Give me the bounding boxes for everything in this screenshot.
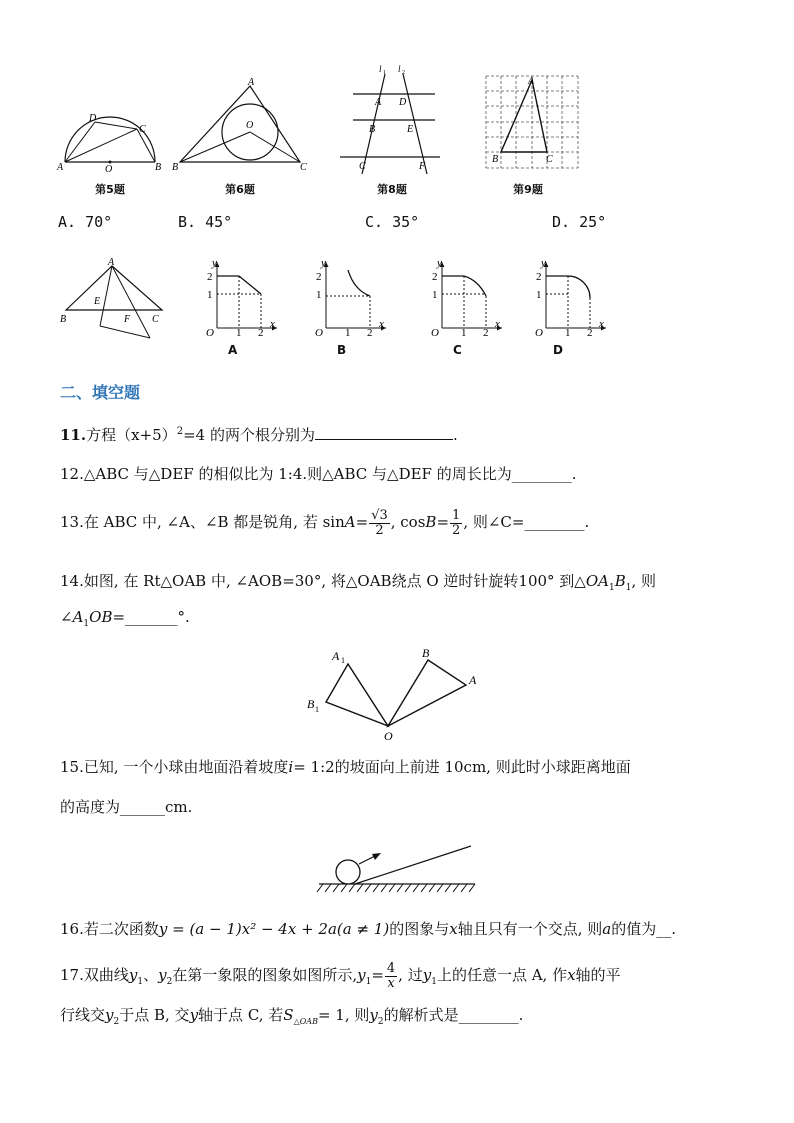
q17-y1b: y [357,966,366,984]
label-E: E [94,296,101,307]
tick-1: 1 [207,289,213,301]
question-13 [60,505,589,539]
q17-s1b: 1 [365,977,372,987]
question-15-line-1 [60,756,631,778]
tick-x-2: 2 [258,327,264,336]
q16-post3: 的值为__. [611,920,676,938]
figure-9 [484,74,580,170]
label-l1-sub: 1 [383,70,386,76]
q11-sup: 2 [176,426,184,437]
q13-A: A [344,513,356,531]
q17-l1d: 上的任意一点 A, 作 [436,966,568,984]
q17-S: S [283,1006,294,1024]
label-B: B [492,154,499,165]
label-C: C [139,124,146,135]
q17-Seq: = 1 [317,1006,345,1024]
label-O: O [105,164,113,172]
tick-x-2: 2 [483,327,489,336]
question-11 [60,421,458,446]
q13-den2: 2 [452,522,461,538]
origin-label: O [315,327,323,336]
figure-5 [55,100,165,172]
q15-i: i [288,758,294,776]
q15-line1a: 15.已知, 一个小球由地面沿着坡度 [60,758,289,776]
q17-y2b: y [105,1006,114,1024]
label-B: B [369,124,376,135]
option-b: B. 45° [178,213,233,231]
q14-sub1: 1 [608,583,615,593]
label-O: O [384,729,393,743]
caption-fig8: 第8题 [377,183,407,196]
q16-pre: 16.若二次函数 [60,920,159,938]
tick-x-1: 1 [461,327,467,336]
question-17-line-2 [60,1004,523,1033]
q17-frac-4-over-x [385,962,397,991]
label-B1-sub: 1 [315,705,319,714]
q17-s2b: 2 [113,1017,120,1027]
figure-14 [300,640,490,744]
question-12: 12.△ABC 与△DEF 的相似比为 1:4.则△ABC 与△DEF 的周长比为________. [60,465,577,483]
section-title: 二、填空题 [60,383,141,402]
question-14-line-1 [60,570,656,599]
question-14-line-2 [60,606,190,635]
label-D: D [89,113,97,124]
graph-b [312,256,390,336]
tick-2: 2 [432,271,438,283]
q14-oa: OA [585,572,609,590]
q14-a2: A [72,608,84,626]
q17-l2d: , 则 [344,1006,370,1024]
label-C: C [300,162,307,173]
q17-s1c: 1 [431,977,437,987]
figure-triangles [58,256,170,342]
q15-line1b: 的坡面向上前进 10cm, 则此时小球距离地面 [334,758,631,776]
origin-label: O [535,327,543,336]
y-axis-label: y [541,257,546,269]
figure-6 [170,74,310,174]
label-A: A [248,77,255,88]
label-A: A [469,673,477,687]
q13-den1: 2 [375,522,384,538]
q14-ob: OB [89,608,113,626]
graph-label-d: D [553,343,563,357]
q13-pre: 13.在 ABC 中, ∠A、∠B 都是锐角, 若 sin [60,513,345,531]
q16-a: a [602,920,612,938]
q13-eq2: = [436,513,450,531]
tick-x-1: 1 [565,327,571,336]
q16-x: x [449,920,458,938]
q11-text: 方程（x+5） [86,426,177,444]
q17-l1e: 轴的平 [575,966,621,984]
label-l1: l [379,64,382,74]
x-axis-label: x [270,318,275,330]
label-C: C [546,154,553,165]
q17-l1a: 17.双曲线 [60,966,129,984]
tick-2: 2 [207,271,213,283]
figure-15 [315,842,477,894]
label-F: F [419,161,426,172]
q17-den: x [387,975,395,991]
q11-end: . [452,426,458,444]
graph-label-a: A [228,343,238,357]
q15-ratio: = 1:2 [293,758,335,776]
q17-num: 4 [386,960,396,976]
q17-l2a: 行线交 [60,1006,106,1024]
q14-tail: , 则 [631,572,657,590]
q13-num1: √3 [371,507,388,523]
q17-s2: 2 [166,977,173,987]
label-A1: A [332,649,340,663]
q17-y2: y [158,966,167,984]
tick-x-2: 2 [367,327,373,336]
q11-rest: =4 的两个根分别为 [183,426,315,444]
q11-blank[interactable] [315,425,453,440]
tick-1: 1 [536,289,542,301]
q17-l2e: 的解析式是________. [383,1006,524,1024]
q17-y1c: y [422,966,432,984]
q17-y2c: y [369,1006,378,1024]
label-F: F [124,314,131,325]
tick-x-1: 1 [345,327,351,336]
q17-l2b: 于点 B, 交 [119,1006,190,1024]
label-O: O [246,120,254,131]
y-axis-label: y [437,257,442,269]
graph-label-b: B [337,343,347,357]
tick-1: 1 [316,289,322,301]
label-l2-sub: 2 [402,70,405,76]
q14-sub2: 1 [625,583,632,593]
label-A: A [108,257,115,268]
q16-post2: 轴且只有一个交点, 则 [457,920,603,938]
tick-2: 2 [536,271,542,283]
label-C: C [152,314,159,325]
q17-s1: 1 [137,977,144,987]
graph-a [203,256,281,336]
q14-angle: ∠ [60,608,73,626]
question-15-line-2: 的高度为______cm. [60,798,193,816]
x-axis-label: x [599,318,604,330]
q16-formula: y = (a − 1)x² − 4x + 2a(a ≠ 1) [158,920,390,938]
option-d: D. 25° [552,213,607,231]
label-B: B [422,646,430,660]
tick-1: 1 [432,289,438,301]
q17-l1b: 在第一象限的图象如图所示, [172,966,358,984]
q17-y1: y [128,966,138,984]
q17-l2c: 轴于点 C, 若 [198,1006,284,1024]
q17-sep: 、 [143,966,159,984]
q14-sub3: 1 [83,619,90,629]
q16-post: 的图象与 [389,920,450,938]
q14-b: B [614,572,626,590]
option-c: C. 35° [365,213,420,231]
q17-y: y [189,1006,199,1024]
tick-x-1: 1 [236,327,242,336]
label-A: A [375,97,382,108]
option-a: A. 70° [58,213,113,231]
graph-c [428,256,506,336]
x-axis-label: x [379,318,384,330]
label-D: D [399,97,407,108]
q11-number: 11. [60,426,87,444]
figure-8 [335,62,445,174]
label-B: B [155,162,162,172]
label-A: A [528,76,535,87]
q17-l1c: , 过 [398,966,423,984]
q13-post: , 则∠C=________. [463,513,590,531]
origin-label: O [431,327,439,336]
caption-fig9: 第9题 [513,183,543,196]
tick-x-2: 2 [587,327,593,336]
question-17-line-1 [60,958,621,999]
q14-line2b: =_______°. [112,608,190,626]
y-axis-label: y [212,257,217,269]
q13-frac-1-over-2 [450,509,462,538]
q17-Ssub: △OAB [293,1017,318,1026]
q13-frac-sqrt3-over-2 [369,509,390,538]
label-E: E [407,124,414,135]
q13-eq: = [355,513,369,531]
question-16 [60,918,676,940]
label-B1: B [307,697,315,711]
caption-fig5: 第5题 [95,183,125,196]
origin-label: O [206,327,214,336]
q13-num2: 1 [452,507,461,523]
label-A: A [57,162,64,172]
graph-label-c: C [453,343,462,357]
label-B: B [172,162,179,173]
x-axis-label: x [495,318,500,330]
tick-2: 2 [316,271,322,283]
q13-B: B [425,513,437,531]
q14-line1: 14.如图, 在 Rt△OAB 中, ∠AOB=30°, 将△OAB绕点 O 逆时针旋转100° 到△ [60,572,586,590]
caption-fig6: 第6题 [225,183,255,196]
label-l2: l [398,64,401,74]
label-B: B [60,314,67,325]
q13-mid: , cos [390,513,426,531]
q17-x: x [567,966,576,984]
q17-eq: = [371,966,384,984]
label-C: C [359,161,366,172]
graph-d [532,256,610,336]
label-A1-sub: 1 [341,656,345,665]
y-axis-label: y [321,257,326,269]
q17-s2c: 2 [377,1017,384,1027]
